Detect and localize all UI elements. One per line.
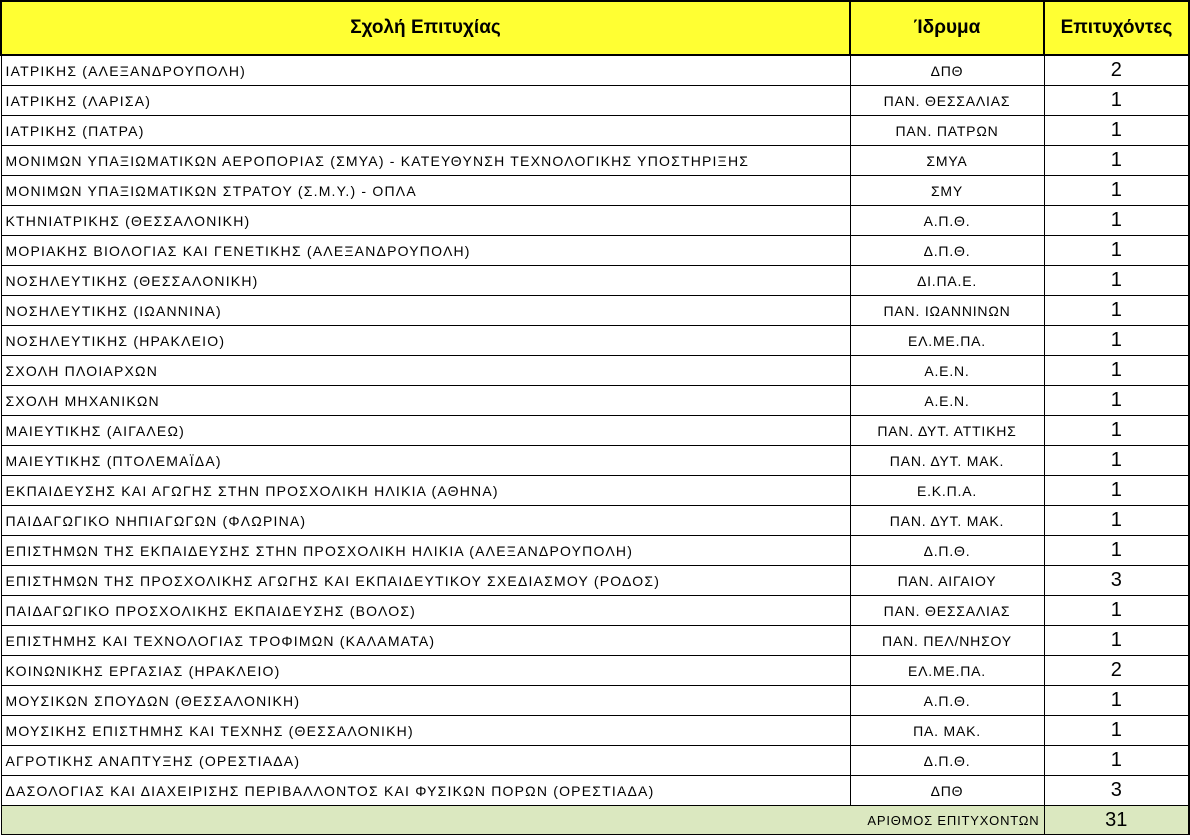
institution-cell: ΠΑΝ. ΔΥΤ. ΜΑΚ. [850,446,1044,476]
table-row [1,746,1189,776]
institution-cell: ΔΙ.ΠΑ.Ε. [850,266,1044,296]
institution-cell: Ε.Κ.Π.Α. [850,476,1044,506]
header-count: Επιτυχόντες [1044,1,1189,55]
table-row [1,146,1189,176]
count-cell: 1 [1044,116,1189,146]
count-cell: 1 [1044,746,1189,776]
table-body [1,55,1189,806]
count-cell: 1 [1044,146,1189,176]
table-row [1,566,1189,596]
count-cell: 1 [1044,266,1189,296]
institution-cell: Α.Ε.Ν. [850,386,1044,416]
school-cell: ΕΠΙΣΤΗΜΩΝ ΤΗΣ ΠΡΟΣΧΟΛΙΚΗΣ ΑΓΩΓΗΣ ΚΑΙ ΕΚΠΑΙΔΕΥΤΙΚΟΥ ΣΧΕΔΙΑΣΜΟΥ (ΡΟΔΟΣ) [1,566,850,596]
count-cell: 1 [1044,326,1189,356]
count-cell: 2 [1044,55,1189,86]
table-row [1,55,1189,86]
table-row [1,626,1189,656]
institution-cell: ΠΑΝ. ΑΙΓΑΙΟΥ [850,566,1044,596]
institution-cell: ΠΑΝ. ΘΕΣΣΑΛΙΑΣ [850,86,1044,116]
count-cell: 1 [1044,206,1189,236]
header-school: Σχολή Επιτυχίας [1,1,850,55]
table-row [1,86,1189,116]
institution-cell: ΕΛ.ΜΕ.ΠΑ. [850,326,1044,356]
school-cell: ΕΚΠΑΙΔΕΥΣΗΣ ΚΑΙ ΑΓΩΓΗΣ ΣΤΗΝ ΠΡΟΣΧΟΛΙΚΗ ΗΛΙΚΙΑ (ΑΘΗΝΑ) [1,476,850,506]
institution-cell: Δ.Π.Θ. [850,536,1044,566]
table-row [1,476,1189,506]
school-cell: ΙΑΤΡΙΚΗΣ (ΛΑΡΙΣΑ) [1,86,850,116]
school-cell: ΜΟΝΙΜΩΝ ΥΠΑΞΙΩΜΑΤΙΚΩΝ ΑΕΡΟΠΟΡΙΑΣ (ΣΜΥΑ) - ΚΑΤΕΥΘΥΝΣΗ ΤΕΧΝΟΛΟΓΙΚΗΣ ΥΠΟΣΤΗΡΙΞΗΣ [1,146,850,176]
table-row [1,686,1189,716]
school-cell: ΕΠΙΣΤΗΜΩΝ ΤΗΣ ΕΚΠΑΙΔΕΥΣΗΣ ΣΤΗΝ ΠΡΟΣΧΟΛΙΚΗ ΗΛΙΚΙΑ (ΑΛΕΞΑΝΔΡΟΥΠΟΛΗ) [1,536,850,566]
count-cell: 1 [1044,386,1189,416]
header-row [1,1,1189,55]
table-row [1,206,1189,236]
institution-cell: ΣΜΥΑ [850,146,1044,176]
school-cell: ΑΓΡΟΤΙΚΗΣ ΑΝΑΠΤΥΞΗΣ (ΟΡΕΣΤΙΑΔΑ) [1,746,850,776]
school-cell: ΣΧΟΛΗ ΠΛΟΙΑΡΧΩΝ [1,356,850,386]
count-cell: 1 [1044,416,1189,446]
count-cell: 1 [1044,356,1189,386]
table-row [1,326,1189,356]
institution-cell: ΕΛ.ΜΕ.ΠΑ. [850,656,1044,686]
table-row [1,296,1189,326]
table-row [1,596,1189,626]
school-cell: ΜΟΡΙΑΚΗΣ ΒΙΟΛΟΓΙΑΣ ΚΑΙ ΓΕΝΕΤΙΚΗΣ (ΑΛΕΞΑΝΔΡΟΥΠΟΛΗ) [1,236,850,266]
school-cell: ΕΠΙΣΤΗΜΗΣ ΚΑΙ ΤΕΧΝΟΛΟΓΙΑΣ ΤΡΟΦΙΜΩΝ (ΚΑΛΑΜΑΤΑ) [1,626,850,656]
institution-cell: ΔΠΘ [850,55,1044,86]
count-cell: 1 [1044,686,1189,716]
table-row [1,386,1189,416]
institution-cell: ΠΑΝ. ΙΩΑΝΝΙΝΩΝ [850,296,1044,326]
table-row [1,776,1189,806]
count-cell: 1 [1044,236,1189,266]
table-row [1,446,1189,476]
institution-cell: ΠΑ. ΜΑΚ. [850,716,1044,746]
institution-cell: Α.Π.Θ. [850,206,1044,236]
school-cell: ΔΑΣΟΛΟΓΙΑΣ ΚΑΙ ΔΙΑΧΕΙΡΙΣΗΣ ΠΕΡΙΒΑΛΛΟΝΤΟΣ ΚΑΙ ΦΥΣΙΚΩΝ ΠΟΡΩΝ (ΟΡΕΣΤΙΑΔΑ) [1,776,850,806]
school-cell: ΜΟΥΣΙΚΩΝ ΣΠΟΥΔΩΝ (ΘΕΣΣΑΛΟΝΙΚΗ) [1,686,850,716]
count-cell: 1 [1044,536,1189,566]
institution-cell: ΠΑΝ. ΘΕΣΣΑΛΙΑΣ [850,596,1044,626]
table-row [1,716,1189,746]
school-cell: ΝΟΣΗΛΕΥΤΙΚΗΣ (ΘΕΣΣΑΛΟΝΙΚΗ) [1,266,850,296]
institution-cell: ΠΑΝ. ΠΑΤΡΩΝ [850,116,1044,146]
school-cell: ΠΑΙΔΑΓΩΓΙΚΟ ΝΗΠΙΑΓΩΓΩΝ (ΦΛΩΡΙΝΑ) [1,506,850,536]
count-cell: 1 [1044,506,1189,536]
institution-cell: ΠΑΝ. ΔΥΤ. ΑΤΤΙΚΗΣ [850,416,1044,446]
count-cell: 1 [1044,86,1189,116]
table-row [1,656,1189,686]
count-cell: 1 [1044,596,1189,626]
table-row [1,176,1189,206]
school-cell: ΜΑΙΕΥΤΙΚΗΣ (ΠΤΟΛΕΜΑΪΔΑ) [1,446,850,476]
total-value: 31 [1044,806,1189,835]
count-cell: 1 [1044,476,1189,506]
school-cell: ΣΧΟΛΗ ΜΗΧΑΝΙΚΩΝ [1,386,850,416]
table-row [1,536,1189,566]
count-cell: 1 [1044,446,1189,476]
school-cell: ΝΟΣΗΛΕΥΤΙΚΗΣ (ΙΩΑΝΝΙΝΑ) [1,296,850,326]
count-cell: 2 [1044,656,1189,686]
count-cell: 3 [1044,776,1189,806]
table-row [1,506,1189,536]
school-cell: ΚΟΙΝΩΝΙΚΗΣ ΕΡΓΑΣΙΑΣ (ΗΡΑΚΛΕΙΟ) [1,656,850,686]
school-cell: ΙΑΤΡΙΚΗΣ (ΑΛΕΞΑΝΔΡΟΥΠΟΛΗ) [1,55,850,86]
table-row [1,116,1189,146]
total-row [1,806,1189,835]
count-cell: 1 [1044,176,1189,206]
table-row [1,416,1189,446]
header-institution: Ίδρυμα [850,1,1044,55]
school-cell: ΙΑΤΡΙΚΗΣ (ΠΑΤΡΑ) [1,116,850,146]
school-cell: ΝΟΣΗΛΕΥΤΙΚΗΣ (ΗΡΑΚΛΕΙΟ) [1,326,850,356]
count-cell: 3 [1044,566,1189,596]
institution-cell: ΠΑΝ. ΠΕΛ/ΝΗΣΟΥ [850,626,1044,656]
school-cell: ΜΑΙΕΥΤΙΚΗΣ (ΑΙΓΑΛΕΩ) [1,416,850,446]
school-cell: ΜΟΥΣΙΚΗΣ ΕΠΙΣΤΗΜΗΣ ΚΑΙ ΤΕΧΝΗΣ (ΘΕΣΣΑΛΟΝΙΚΗ) [1,716,850,746]
institution-cell: ΠΑΝ. ΔΥΤ. ΜΑΚ. [850,506,1044,536]
table-row [1,236,1189,266]
institution-cell: Α.Ε.Ν. [850,356,1044,386]
institution-cell: Δ.Π.Θ. [850,236,1044,266]
total-label: ΑΡΙΘΜΟΣ ΕΠΙΤΥΧΟΝΤΩΝ [1,806,1044,835]
school-cell: ΜΟΝΙΜΩΝ ΥΠΑΞΙΩΜΑΤΙΚΩΝ ΣΤΡΑΤΟΥ (Σ.Μ.Υ.) - ΟΠΛΑ [1,176,850,206]
school-cell: ΚΤΗΝΙΑΤΡΙΚΗΣ (ΘΕΣΣΑΛΟΝΙΚΗ) [1,206,850,236]
count-cell: 1 [1044,626,1189,656]
count-cell: 1 [1044,296,1189,326]
count-cell: 1 [1044,716,1189,746]
institution-cell: Α.Π.Θ. [850,686,1044,716]
school-cell: ΠΑΙΔΑΓΩΓΙΚΟ ΠΡΟΣΧΟΛΙΚΗΣ ΕΚΠΑΙΔΕΥΣΗΣ (ΒΟΛΟΣ) [1,596,850,626]
institution-cell: ΣΜΥ [850,176,1044,206]
table-row [1,266,1189,296]
institution-cell: Δ.Π.Θ. [850,746,1044,776]
institution-cell: ΔΠΘ [850,776,1044,806]
table-row [1,356,1189,386]
